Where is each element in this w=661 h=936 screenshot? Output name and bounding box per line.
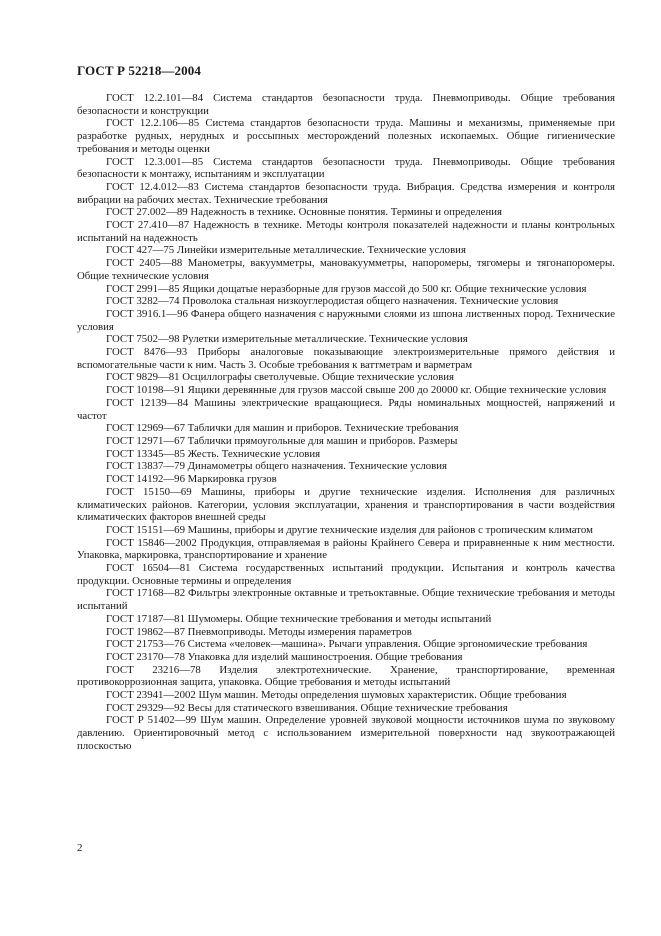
reference-entry: ГОСТ 13837—79 Динамометры общего назначения. Технические условия bbox=[106, 460, 448, 473]
reference-entry: ГОСТ 27.002—89 Надежность в технике. Основные понятия. Термины и определения bbox=[106, 206, 502, 219]
reference-entry: ГОСТ 17168—82 Фильтры электронные октавные и третьоктавные. Общие технические требования и методы испытаний bbox=[77, 587, 618, 613]
reference-entry: ГОСТ 13345—85 Жесть. Технические условия bbox=[106, 447, 321, 460]
reference-entry: ГОСТ 12971—67 Таблички прямоугольные для машин и приборов. Размеры bbox=[106, 434, 458, 447]
reference-entry: ГОСТ 23170—78 Упаковка для изделий машиностроения. Общие требования bbox=[106, 650, 463, 663]
reference-entry: ГОСТ 16504—81 Система государственных испытаний продукции. Испытания и контроль качества продукции. Основные термины и определения bbox=[77, 562, 618, 587]
reference-entry: ГОСТ 15151—69 Машины, приборы и другие технические изделия для районов с тропическим климатом bbox=[106, 523, 593, 536]
reference-entry: ГОСТ 21753—76 Система «человек—машина». Рычаги управления. Общие эргономические требования bbox=[106, 638, 588, 651]
reference-entry: ГОСТ 19862—87 Пневмоприводы. Методы измерения параметров bbox=[106, 625, 412, 638]
reference-entry: ГОСТ 8476—93 Приборы аналоговые показывающие электроизмерительные прямого действия и вспомогательные части к ним. Часть 3. Особые требования к ваттметрам и варметрам bbox=[77, 346, 618, 371]
reference-entry: ГОСТ 12969—67 Таблички для машин и приборов. Технические требования bbox=[106, 422, 459, 435]
reference-entry: ГОСТ 17187—81 Шумомеры. Общие технические требования и методы испытаний bbox=[106, 612, 492, 625]
reference-entry: ГОСТ 29329—92 Весы для статического взвешивания. Общие технические требования bbox=[106, 701, 508, 714]
reference-entry: ГОСТ 2405—88 Манометры, вакуумметры, мановакуумметры, напоромеры, тягомеры и тягонапоромеры. Общие технические условия bbox=[77, 257, 618, 282]
reference-entry: ГОСТ 3282—74 Проволока стальная низкоуглеродистая общего назначения. Технические условия bbox=[106, 295, 559, 308]
reference-entry: ГОСТ 12139—84 Машины электрические вращающиеся. Ряды номинальных мощностей, напряжений и частот bbox=[77, 396, 618, 422]
reference-entry: ГОСТ 12.3.001—85 Система стандартов безопасности труда. Пневмоприводы. Общие требования безопасности к монтажу, испытаниям и эксплуатации bbox=[77, 155, 618, 181]
reference-entry: ГОСТ 12.4.012—83 Система стандартов безопасности труда. Вибрация. Средства измерения и контроля вибрации на рабочих местах. Технические требования bbox=[77, 180, 618, 206]
reference-entry: ГОСТ 427—75 Линейки измерительные металлические. Технические условия bbox=[106, 244, 466, 257]
reference-entry: ГОСТ 23216—78 Изделия электротехнические. Хранение, транспортирование, временная противокоррозионная защита, упаковка. Общие требования и методы испытаний bbox=[77, 663, 618, 689]
reference-entry: ГОСТ 9829—81 Осциллографы светолучевые. Общие технические условия bbox=[106, 371, 454, 384]
document-header: ГОСТ Р 52218—2004 bbox=[77, 63, 201, 78]
reference-entry: ГОСТ 3916.1—96 Фанера общего назначения с наружными слоями из шпона лиственных пород. Технические условия bbox=[77, 307, 618, 333]
reference-entry: ГОСТ 2991—85 Ящики дощатые неразборные для грузов массой до 500 кг. Общие технические условия bbox=[106, 282, 587, 295]
reference-entry: ГОСТ 12.2.101—84 Система стандартов безопасности труда. Пневмоприводы. Общие требования безопасности и конструкции bbox=[77, 92, 618, 117]
reference-entry: ГОСТ 10198—91 Ящики деревянные для грузов массой свыше 200 до 20000 кг. Общие технические условия bbox=[106, 384, 607, 397]
reference-entry: ГОСТ 15846—2002 Продукция, отправляемая в районы Крайнего Севера и приравненные к ним местности. Упаковка, маркировка, транспортирование и хранение bbox=[77, 536, 618, 562]
reference-entry: ГОСТ 14192—96 Маркировка грузов bbox=[106, 473, 277, 486]
page-number: 2 bbox=[77, 842, 83, 854]
reference-list bbox=[77, 92, 618, 753]
reference-entry: ГОСТ 15150—69 Машины, приборы и другие технические изделия. Исполнения для различных климатических районов. Категории, условия эксплуатации, хранения и транспортирования в части воздействия климатических факторов внешней среды bbox=[77, 485, 618, 524]
reference-entry: ГОСТ 27.410—87 Надежность в технике. Методы контроля показателей надежности и планы контрольных испытаний на надежность bbox=[77, 219, 618, 244]
reference-entry: ГОСТ Р 51402—99 Шум машин. Определение уровней звуковой мощности источников шума по звуковому давлению. Ориентировочный метод с использованием измерительной поверхности над звукоотражающей плоскостью bbox=[77, 714, 618, 752]
reference-entry: ГОСТ 7502—98 Рулетки измерительные металлические. Технические условия bbox=[106, 333, 468, 346]
reference-entry: ГОСТ 12.2.106—85 Система стандартов безопасности труда. Машины и механизмы, применяемые при разработке рудных, нерудных и россыпных месторождений полезных ископаемых. Общие гигиенические требования и методы оценки bbox=[77, 117, 618, 155]
reference-entry: ГОСТ 23941—2002 Шум машин. Методы определения шумовых характеристик. Общие требования bbox=[106, 689, 567, 702]
